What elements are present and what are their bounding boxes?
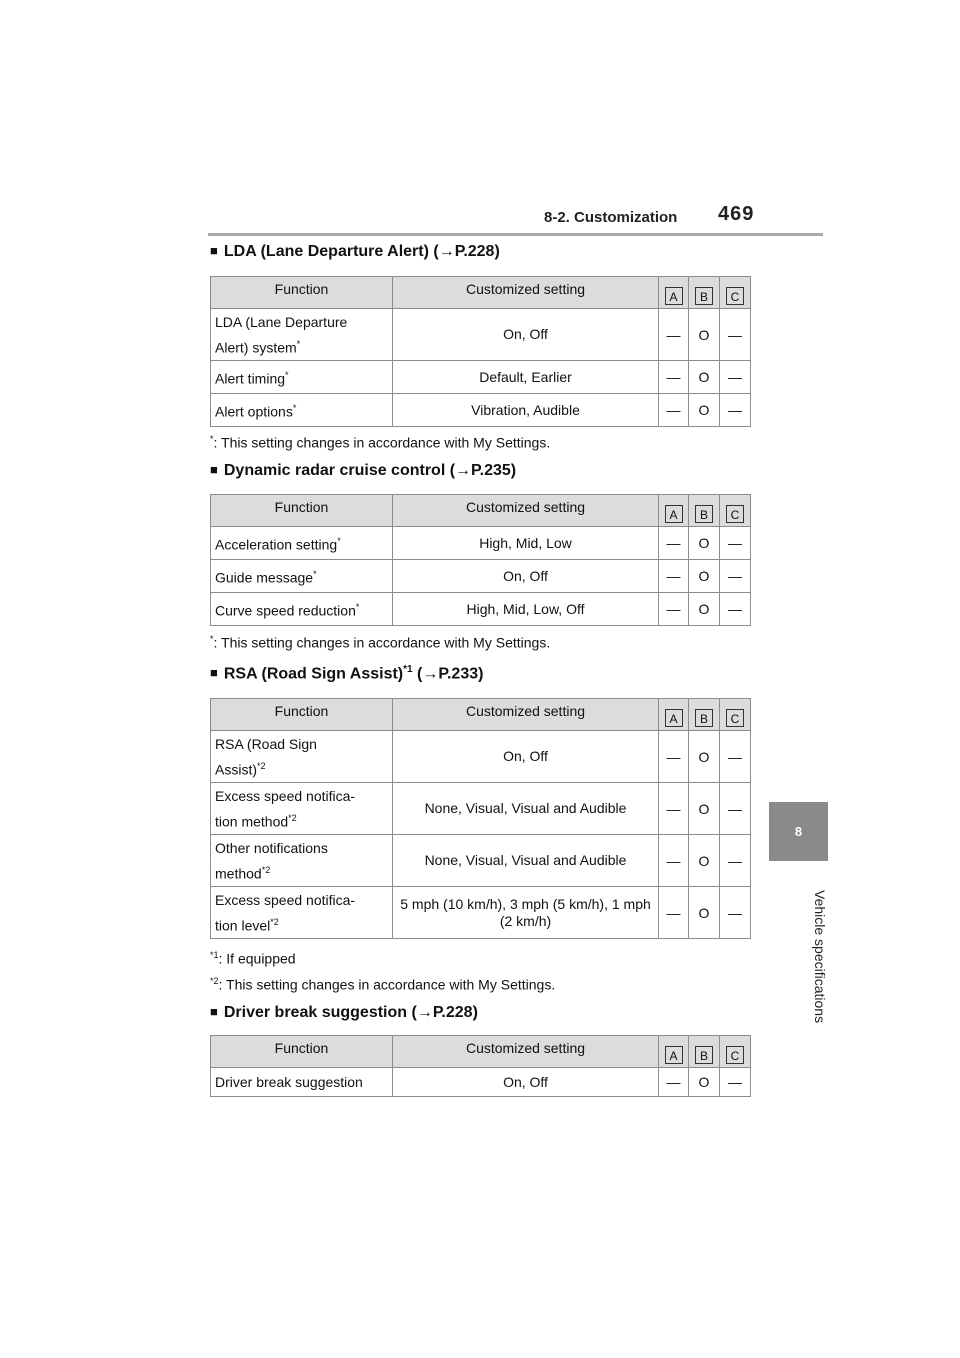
mark-a: — (659, 527, 689, 560)
mark-c: — (720, 394, 751, 427)
setting-value: Vibration, Audible (393, 394, 659, 427)
mark-c: — (720, 731, 751, 783)
column-header-customized-setting: Customized setting (393, 699, 659, 731)
radar-cruise-settings-table (210, 494, 751, 626)
column-header-a: A (665, 287, 683, 305)
column-header-function: Function (211, 699, 393, 731)
rsa-settings-table (210, 698, 751, 939)
table-header-row (211, 1036, 751, 1068)
setting-value: On, Off (393, 309, 659, 361)
column-header-function: Function (211, 277, 393, 309)
column-header-b: B (695, 287, 713, 305)
column-header-a: A (665, 505, 683, 523)
table-header-row (211, 277, 751, 309)
mark-b: O (689, 887, 720, 939)
mark-b: O (689, 527, 720, 560)
column-header-function: Function (211, 1036, 393, 1068)
table-row: Alert timing* Default, Earlier — O — (211, 361, 751, 394)
column-header-a: A (665, 709, 683, 727)
mark-c: — (720, 560, 751, 593)
mark-c: — (720, 309, 751, 361)
mark-c: — (720, 1068, 751, 1097)
setting-value: 5 mph (10 km/h), 3 mph (5 km/h), 1 mph (2 km/h) (393, 887, 659, 939)
column-header-b: B (695, 1046, 713, 1064)
mark-b: O (689, 560, 720, 593)
mark-b: O (689, 394, 720, 427)
mark-c: — (720, 887, 751, 939)
bullet-square-icon: ■ (210, 665, 218, 681)
setting-value: On, Off (393, 731, 659, 783)
table-header-row (211, 699, 751, 731)
table-header-row (211, 495, 751, 527)
column-header-a: A (665, 1046, 683, 1064)
mark-a: — (659, 593, 689, 626)
footnote: $^{*2}$: This setting changes in accordance with My Settings. (210, 976, 556, 993)
table-row (211, 1068, 751, 1097)
setting-value: On, Off (393, 560, 659, 593)
table-row: Acceleration setting* High, Mid, Low — O — (211, 527, 751, 560)
column-header-c: C (726, 709, 744, 727)
lda-settings-table (210, 276, 751, 427)
section-heading-radar-cruise: ■ Dynamic radar cruise control (→P.235) (210, 462, 517, 479)
mark-b: O (689, 593, 720, 626)
setting-value: None, Visual, Visual and Audible (393, 835, 659, 887)
column-header-customized-setting: Customized setting (393, 277, 659, 309)
arrow-right-icon: → (438, 243, 455, 260)
driver-break-settings-table (210, 1035, 751, 1097)
mark-c: — (720, 593, 751, 626)
mark-a: — (659, 783, 689, 835)
column-header-function: Function (211, 495, 393, 527)
table-row: RSA (Road Sign Assist)$^{*2}$ On, Off — O — (211, 731, 751, 783)
running-header-section: 8-2. Customization (544, 209, 678, 226)
mark-b: O (689, 835, 720, 887)
page-number: 469 (718, 203, 755, 225)
mark-c: — (720, 527, 751, 560)
mark-c: — (720, 835, 751, 887)
column-header-c: C (726, 1046, 744, 1064)
column-header-b: B (695, 709, 713, 727)
table-row: Excess speed notifica- tion method$^{*2}$ None, Visual, Visual and Audible — O — (211, 783, 751, 835)
column-header-c: C (726, 287, 744, 305)
mark-b: O (689, 309, 720, 361)
column-header-customized-setting: Customized setting (393, 495, 659, 527)
section-heading-driver-break: ■ Driver break suggestion (→P.228) (210, 1004, 478, 1021)
mark-b: O (689, 783, 720, 835)
column-header-customized-setting: Customized setting (393, 1036, 659, 1068)
page-reference-link[interactable]: P.228) (454, 243, 500, 260)
table-row: Curve speed reduction* High, Mid, Low, Off — O — (211, 593, 751, 626)
bullet-square-icon: ■ (210, 1004, 218, 1019)
mark-a: — (659, 1068, 689, 1097)
arrow-right-icon: → (416, 1004, 433, 1021)
page-reference-link[interactable]: P.233) (438, 665, 484, 683)
table-row: Guide message* On, Off — O — (211, 560, 751, 593)
arrow-right-icon: → (455, 462, 472, 479)
footnote: *: This setting changes in accordance with My Settings. (210, 634, 551, 651)
page-reference-link[interactable]: P.235) (471, 462, 517, 479)
setting-value: Default, Earlier (393, 361, 659, 394)
table-row: LDA (Lane Departure Alert) system* On, Off — O — (211, 309, 751, 361)
mark-a: — (659, 731, 689, 783)
setting-value: On, Off (393, 1068, 659, 1097)
arrow-right-icon: → (422, 665, 439, 683)
column-header-c: C (726, 505, 744, 523)
mark-c: — (720, 783, 751, 835)
bullet-square-icon: ■ (210, 243, 218, 258)
table-row: Alert options* Vibration, Audible — O — (211, 394, 751, 427)
setting-value: High, Mid, Low, Off (393, 593, 659, 626)
header-divider (208, 233, 823, 236)
mark-a: — (659, 835, 689, 887)
footnote: *: This setting changes in accordance with My Settings. (210, 434, 551, 451)
table-row: Other notifications method$^{*2}$ None, Visual, Visual and Audible — O — (211, 835, 751, 887)
mark-c: — (720, 361, 751, 394)
bullet-square-icon: ■ (210, 462, 218, 477)
mark-a: — (659, 309, 689, 361)
footnote: $^{*1}$: If equipped (210, 950, 296, 967)
mark-a: — (659, 361, 689, 394)
mark-b: O (689, 1068, 720, 1097)
chapter-tab-number: 8 (769, 802, 828, 861)
page-reference-link[interactable]: P.228) (432, 1004, 478, 1021)
mark-a: — (659, 560, 689, 593)
mark-b: O (689, 731, 720, 783)
section-heading-lda: ■ LDA (Lane Departure Alert) (→P.228) (210, 243, 500, 260)
mark-a: — (659, 394, 689, 427)
mark-b: O (689, 361, 720, 394)
setting-value: None, Visual, Visual and Audible (393, 783, 659, 835)
table-row: Excess speed notifica- tion level$^{*2}$ 5 mph (10 km/h), 3 mph (5 km/h), 1 mph (2 km/h) — O — (211, 887, 751, 939)
mark-a: — (659, 887, 689, 939)
column-header-b: B (695, 505, 713, 523)
section-heading-rsa: ■ RSA (Road Sign Assist)$^{*1}$ (→P.233) (210, 664, 484, 683)
chapter-tab-title: Vehicle specifications (812, 890, 828, 1024)
setting-value: High, Mid, Low (393, 527, 659, 560)
function-name: Driver break suggestion (211, 1068, 393, 1097)
